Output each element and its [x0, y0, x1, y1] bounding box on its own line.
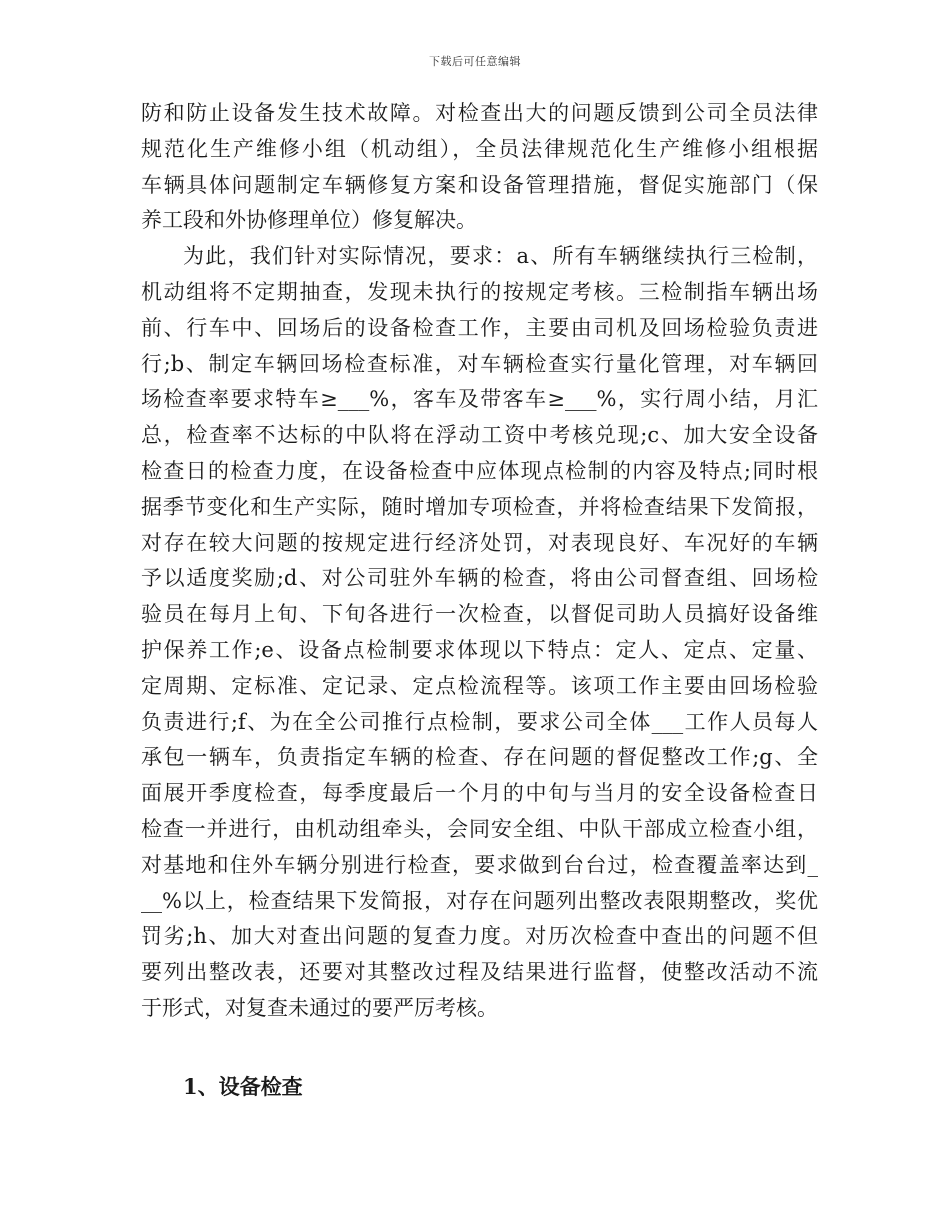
document-body: [141, 96, 818, 1027]
text-line: 要列出整改表，还要对其整改过程及结果进行监督，使整改活动不流: [141, 960, 818, 985]
text-line: 于形式，对复查未通过的要严厉考核。: [141, 995, 498, 1020]
text-line: 防和防止设备发生技术故障。对检查出大的问题反馈到公司全员法律: [141, 101, 818, 125]
text-line: 护保养工作;e、设备点检制要求体现以下特点：定人、定点、定量、: [141, 637, 818, 662]
text-line: __%以上，检查结果下发简报，对存在问题列出整改表限期整改，奖优: [141, 888, 818, 913]
text-line: 规范化生产维修小组（机动组），全员法律规范化生产维修小组根据: [141, 136, 818, 161]
text-line: 负责进行;f、为在全公司推行点检制，要求公司全体___工作人员每人: [141, 709, 818, 734]
text-line: 养工段和外协修理单位）修复解决。: [141, 208, 477, 233]
text-line: 行;b、制定车辆回场检查标准，对车辆检查实行量化管理，对车辆回: [141, 351, 818, 376]
text-line: 验员在每月上旬、下旬各进行一次检查，以督促司助人员搞好设备维: [141, 602, 818, 627]
text-line: 总，检查率不达标的中队将在浮动工资中考核兑现;c、加大安全设备: [141, 423, 818, 448]
text-line: 罚劣;h、加大对查出问题的复查力度。对历次检查中查出的问题不但: [141, 924, 818, 949]
text-line: 面展开季度检查，每季度最后一个月的中旬与当月的安全设备检查日: [141, 781, 818, 806]
text-line: 场检查率要求特车≥___%，客车及带客车≥___%，实行周小结，月汇: [141, 387, 818, 412]
text-line: 为此，我们针对实际情况，要求：a、所有车辆继续执行三检制，: [183, 244, 818, 269]
text-line: 对基地和住外车辆分别进行检查，要求做到台台过，检查覆盖率达到_: [141, 852, 818, 877]
text-line: 检查一并进行，由机动组牵头，会同安全组、中队干部成立检查小组，: [141, 816, 818, 841]
text-line: 检查日的检查力度，在设备检查中应体现点检制的内容及特点;同时根: [141, 458, 818, 483]
text-line: 前、行车中、回场后的设备检查工作，主要由司机及回场检验负责进: [141, 315, 818, 340]
text-line: 承包一辆车，负责指定车辆的检查、存在问题的督促整改工作;g、全: [141, 745, 818, 770]
text-line: 对存在较大问题的按规定进行经济处罚，对表现良好、车况好的车辆: [141, 530, 818, 555]
text-line: 机动组将不定期抽查，发现未执行的按规定考核。三检制指车辆出场: [141, 279, 818, 304]
text-line: 据季节变化和生产实际，随时增加专项检查，并将检查结果下发简报，: [141, 494, 818, 519]
text-line: 定周期、定标准、定记录、定点检流程等。该项工作主要由回场检验: [141, 673, 818, 698]
text-line: 车辆具体问题制定车辆修复方案和设备管理措施，督促实施部门（保: [141, 172, 818, 197]
section-heading: 1、设备检查: [183, 1074, 303, 1099]
text-line: 予以适度奖励;d、对公司驻外车辆的检查，将由公司督查组、回场检: [141, 566, 818, 591]
page-header-note: 下载后可任意编辑: [429, 55, 521, 68]
